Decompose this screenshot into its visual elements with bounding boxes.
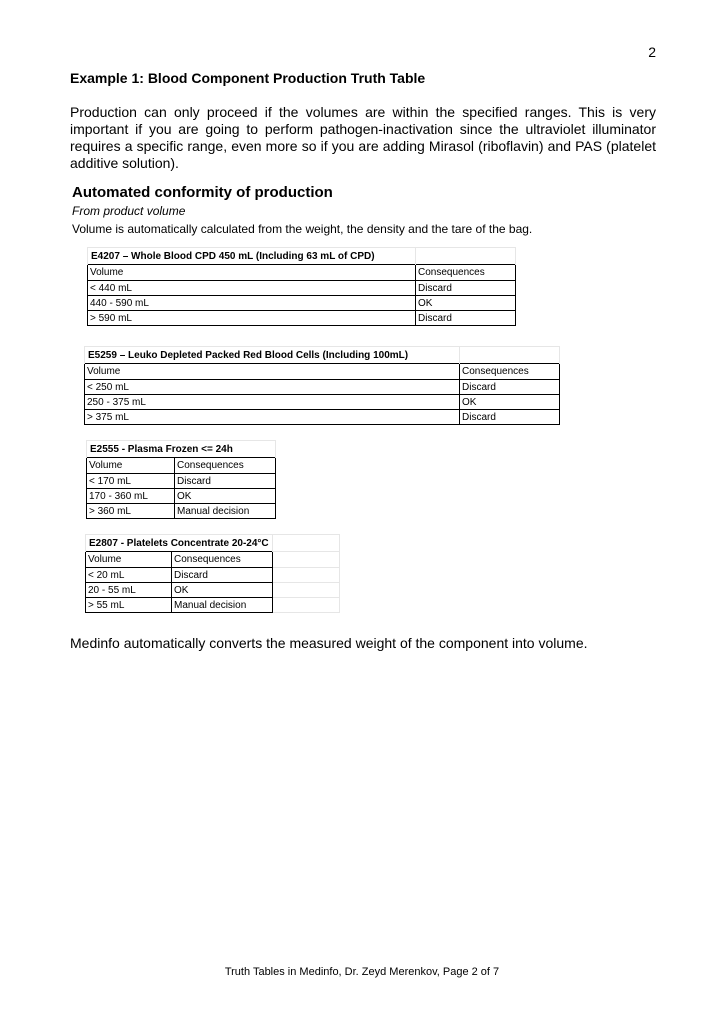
consequence-cell: Discard (460, 380, 560, 395)
truth-table-e5259 (84, 346, 560, 425)
volume-cell: 170 - 360 mL (87, 489, 175, 504)
table-title: E2807 - Platelets Concentrate 20-24°C (86, 535, 273, 552)
automated-conformity-title: Automated conformity of production (72, 184, 333, 201)
consequence-cell: OK (175, 489, 276, 504)
table-row (87, 474, 276, 489)
volume-cell: > 375 mL (85, 410, 460, 425)
table-row (85, 395, 560, 410)
table-row (86, 583, 340, 598)
truth-table-e2807 (85, 534, 340, 613)
table-row (85, 380, 560, 395)
truth-table-e2555 (86, 440, 276, 519)
page-footer: Truth Tables in Medinfo, Dr. Zeyd Merenkov, Page 2 of 7 (224, 966, 500, 978)
table-title: E2555 - Plasma Frozen <= 24h (87, 441, 276, 458)
volume-cell: < 440 mL (88, 281, 416, 296)
consequence-cell: OK (416, 296, 516, 311)
page-number: 2 (648, 44, 656, 60)
consequence-cell: Discard (416, 281, 516, 296)
table-row (85, 410, 560, 425)
volume-cell: 250 - 375 mL (85, 395, 460, 410)
consequence-cell: Discard (175, 474, 276, 489)
volume-cell: 440 - 590 mL (88, 296, 416, 311)
truth-table-e4207 (87, 247, 516, 326)
column-header-volume: Volume (88, 265, 416, 281)
table-row (87, 489, 276, 504)
volume-cell: < 20 mL (86, 568, 172, 583)
intro-paragraph: Production can only proceed if the volumes are within the specified ranges. This is very important if you are going to perform pathogen-inactivation since the ultraviolet illuminator requires a specific range, even more so if you are adding Mirasol (riboflavin) and PAS (platelet additive solution). (70, 104, 656, 171)
automated-conformity-subtitle: From product volume (72, 204, 186, 218)
volume-cell: < 250 mL (85, 380, 460, 395)
table-row (88, 311, 516, 326)
table-row (86, 568, 340, 583)
table-row (88, 281, 516, 296)
closing-paragraph: Medinfo automatically converts the measured weight of the component into volume. (70, 635, 588, 651)
consequence-cell: Manual decision (172, 598, 273, 613)
consequence-cell: Manual decision (175, 504, 276, 519)
volume-cell: > 590 mL (88, 311, 416, 326)
column-header-volume: Volume (87, 458, 175, 474)
column-header-consequences: Consequences (175, 458, 276, 474)
column-header-volume: Volume (85, 364, 460, 380)
consequence-cell: OK (460, 395, 560, 410)
table-row (87, 504, 276, 519)
automated-conformity-description: Volume is automatically calculated from the weight, the density and the tare of the bag. (72, 222, 533, 236)
column-header-consequences: Consequences (460, 364, 560, 380)
volume-cell: > 360 mL (87, 504, 175, 519)
table-row (86, 598, 340, 613)
column-header-volume: Volume (86, 552, 172, 568)
column-header-consequences: Consequences (172, 552, 273, 568)
table-row (88, 296, 516, 311)
volume-cell: > 55 mL (86, 598, 172, 613)
table-title: E5259 – Leuko Depleted Packed Red Blood Cells (Including 100mL) (85, 347, 460, 364)
column-header-consequences: Consequences (416, 265, 516, 281)
consequence-cell: Discard (460, 410, 560, 425)
consequence-cell: Discard (172, 568, 273, 583)
volume-cell: < 170 mL (87, 474, 175, 489)
consequence-cell: OK (172, 583, 273, 598)
volume-cell: 20 - 55 mL (86, 583, 172, 598)
table-title: E4207 – Whole Blood CPD 450 mL (Including 63 mL of CPD) (88, 248, 416, 265)
section-heading: Example 1: Blood Component Production Truth Table (70, 70, 426, 86)
consequence-cell: Discard (416, 311, 516, 326)
